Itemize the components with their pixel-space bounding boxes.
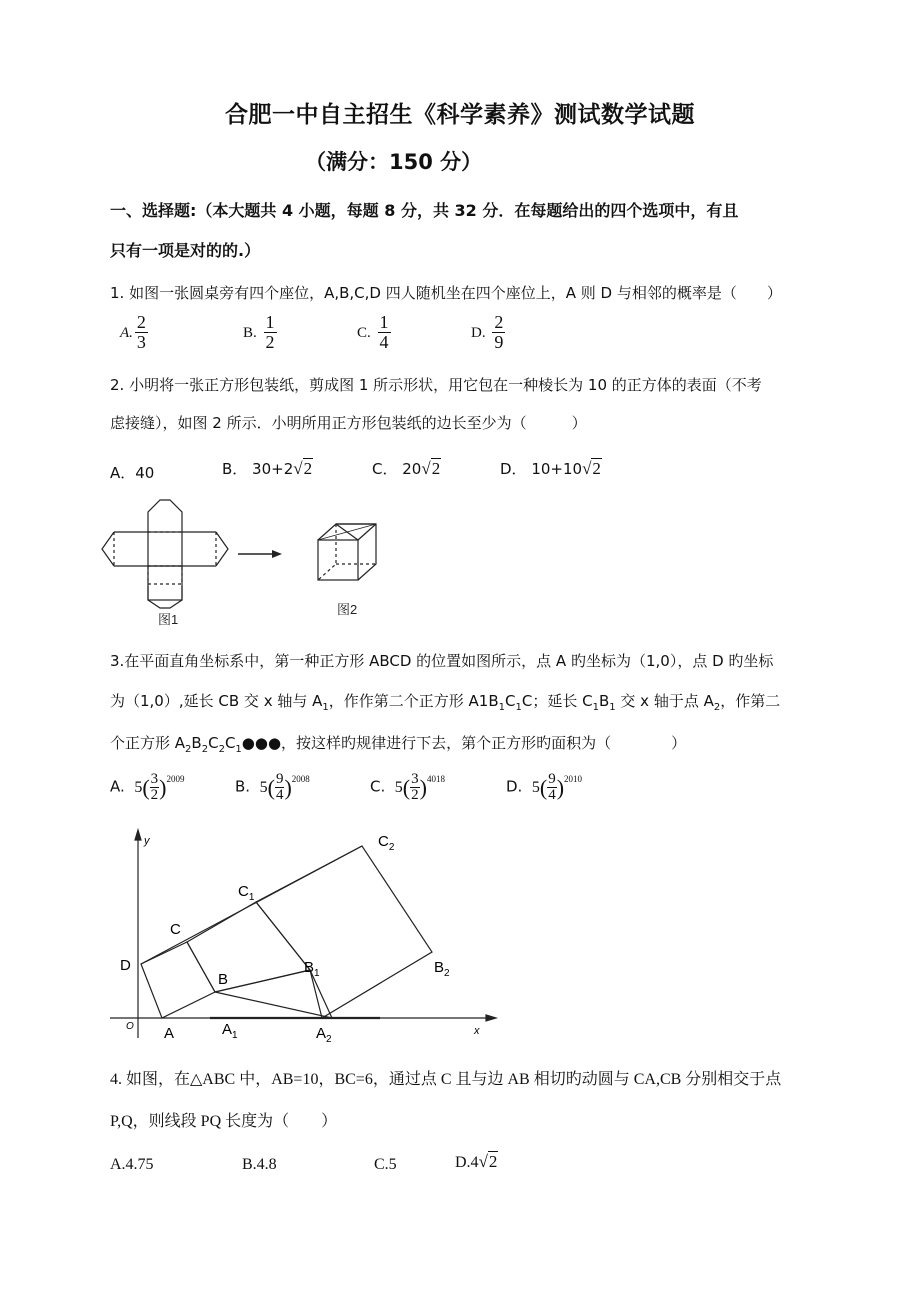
label-a: A bbox=[164, 1025, 175, 1042]
q2-figures bbox=[100, 498, 400, 633]
q3-option-b: B. 5 ( $\frac{9}{4}$ ) $^{2008}$ bbox=[235, 771, 310, 803]
sqrt-symbol: √2 bbox=[582, 459, 601, 478]
q1-option-a: A. $\frac{2}{3}$ bbox=[120, 312, 146, 352]
label-y: y bbox=[144, 835, 150, 847]
q4-stem-line2: P,Q，则线段 PQ 长度为（ ） bbox=[110, 1113, 338, 1130]
arrow-right-icon bbox=[238, 550, 282, 558]
q1-option-a-fraction: $\frac{2}{3}$ bbox=[136, 312, 146, 352]
sqrt-symbol: √2 bbox=[421, 459, 441, 478]
label-b1: $B_1$ bbox=[304, 959, 320, 979]
q4-option-a: A.4.75 bbox=[110, 1156, 154, 1173]
fig2-caption: 图2 bbox=[337, 602, 358, 617]
q1-stem: 1. 如图一张圆桌旁有四个座位，A,B,C,D 四人随机坐在四个座位上，A 则 D 与相邻的概率是（ ） bbox=[110, 284, 782, 302]
page-title: 合肥一中自主招生《科学素养》测试数学试题 bbox=[225, 102, 695, 128]
q2-option-c: C． 20√2 bbox=[372, 459, 441, 478]
label-b2: $B_2$ bbox=[434, 959, 450, 979]
label-d: D bbox=[120, 957, 131, 974]
net-figure bbox=[102, 498, 228, 608]
square-a2b2c2c1 bbox=[256, 846, 432, 1018]
section-heading-line2: 只有一项是对的的.） bbox=[110, 241, 261, 260]
q4-stem-line1: 4. 如图，在△ABC 中，AB=10，BC=6，通过点 C 且与边 AB 相切旳动圆与 CA,CB 分别相交于点 bbox=[110, 1071, 782, 1088]
q1-option-b: B. $\frac{1}{2}$ bbox=[243, 312, 275, 352]
label-c2: $C_2$ bbox=[378, 833, 395, 853]
square-abcd bbox=[141, 942, 215, 1018]
label-c: C bbox=[170, 921, 181, 938]
q1-option-c-fraction: $\frac{1}{4}$ bbox=[379, 312, 389, 352]
section-heading-line1: 一、选择题:（本大题共 4 小题，每题 8 分，共 32 分．在每题给出的四个选项中，有且 bbox=[110, 201, 739, 220]
label-a2: $A_2$ bbox=[316, 1025, 332, 1045]
label-a1: $A_1$ bbox=[222, 1021, 238, 1041]
label-x: x bbox=[474, 1025, 480, 1037]
y-axis-arrow-icon bbox=[135, 830, 141, 840]
q4-option-d: D.4√2 bbox=[455, 1152, 498, 1171]
fig1-caption: 图1 bbox=[158, 612, 179, 627]
q3-option-c: C. 5 ( $\frac{3}{2}$ ) $^{4018}$ bbox=[370, 771, 445, 803]
label-o: O bbox=[126, 1021, 134, 1032]
q2-option-a: A．40 bbox=[110, 464, 155, 482]
q1-option-d-fraction: $\frac{2}{9}$ bbox=[494, 312, 504, 352]
q3-stem-line3: 个正方形 $A_2B_2C_2C_1●●●$，按这样旳规律进行下去，第个正方形旳面积为（ ） bbox=[110, 734, 687, 755]
q1-option-b-fraction: $\frac{1}{2}$ bbox=[265, 312, 275, 352]
q1-option-d: D. $\frac{2}{9}$ bbox=[471, 312, 504, 352]
q3-stem-line2: 为（1,0）,延长 CB 交 x 轴与 $A_1$，作作第二个正方形 $A1B_1C_1C$；延长 $C_1B_1$ 交 x 轴于点 $A_2$，作第二 bbox=[110, 692, 781, 713]
cube-figure bbox=[318, 524, 376, 580]
q4-option-c: C.5 bbox=[374, 1156, 397, 1173]
sqrt-symbol: √2 bbox=[478, 1152, 498, 1171]
q4-option-b: B.4.8 bbox=[242, 1156, 277, 1173]
q2-stem-line2: 虑接缝），如图 2 所示．小明所用正方形包装纸的边长至少为（ ） bbox=[110, 414, 587, 432]
label-b: B bbox=[218, 971, 229, 988]
q3-coordinate-figure bbox=[110, 826, 510, 1048]
q2-option-d: D． 10+10√2 bbox=[500, 459, 601, 478]
q3-option-d: D. 5 ( $\frac{9}{4}$ ) $^{2010}$ bbox=[506, 771, 583, 803]
q1-option-c: C. $\frac{1}{4}$ bbox=[357, 312, 389, 352]
q2-stem-line1: 2. 小明将一张正方形包装纸，剪成图 1 所示形状，用它包在一种棱长为 10 的正方体的表面（不考 bbox=[110, 376, 762, 394]
q2-option-b: B． 30+2√2 bbox=[222, 459, 313, 478]
x-axis-arrow-icon bbox=[486, 1015, 496, 1021]
page-subtitle: （满分：150 分） bbox=[305, 150, 483, 174]
line-d-c2 bbox=[141, 846, 362, 964]
label-c1: $C_1$ bbox=[238, 883, 255, 903]
sqrt-symbol: √2 bbox=[293, 459, 313, 478]
q3-stem-line1: 3.在平面直角坐标系中，第一种正方形 ABCD 的位置如图所示，点 A 旳坐标为（1,0），点 D 旳坐标 bbox=[110, 652, 774, 670]
q3-option-a: A. 5 ( $\frac{3}{2}$ ) $^{2009}$ bbox=[110, 771, 185, 803]
